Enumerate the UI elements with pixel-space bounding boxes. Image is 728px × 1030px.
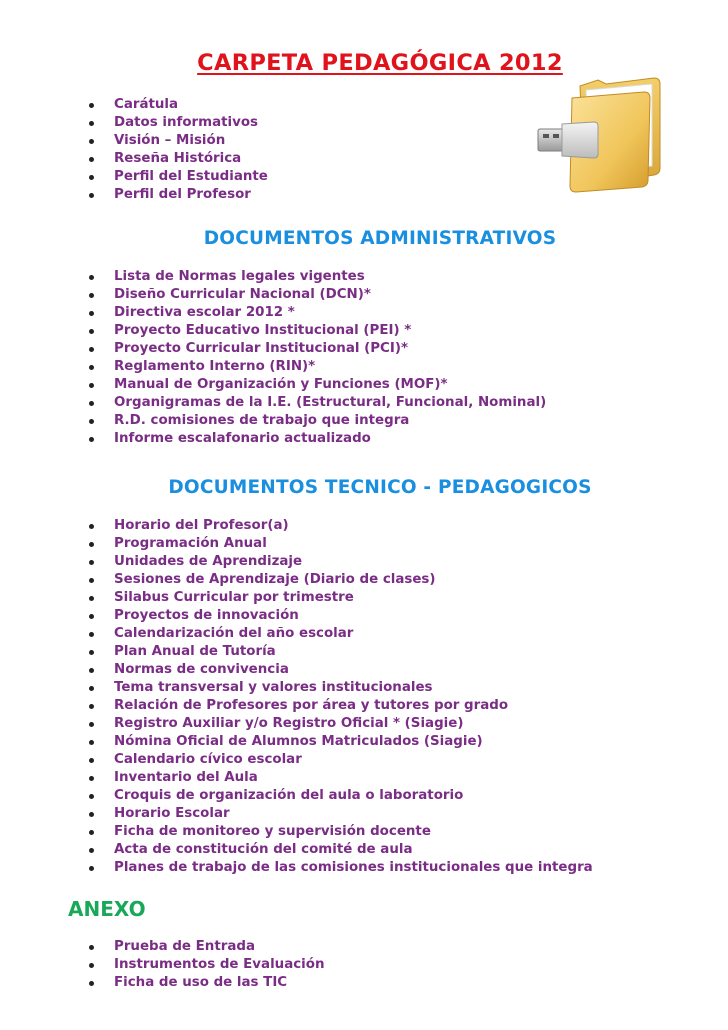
list-item: Ficha de monitoreo y supervisión docente [0,823,593,841]
list-item: Unidades de Aprendizaje [0,553,593,571]
list-item: Diseño Curricular Nacional (DCN)* [0,286,546,304]
list-item: Prueba de Entrada [0,938,324,956]
list-item: Tema transversal y valores institucionales [0,679,593,697]
list-item: Programación Anual [0,535,593,553]
list-item: Directiva escolar 2012 * [0,304,546,322]
list-item: Carátula [0,96,268,114]
list-item: Calendarización del año escolar [0,625,593,643]
usb-folder-icon [536,76,664,194]
list-item: Lista de Normas legales vigentes [0,268,546,286]
section-heading-tecnico-pedagogicos: DOCUMENTOS TECNICO - PEDAGOGICOS [168,477,592,498]
section-heading-anexo: ANEXO [68,897,146,921]
list-item: Plan Anual de Tutoría [0,643,593,661]
list-item: Relación de Profesores por área y tutores por grado [0,697,593,715]
list-item: Ficha de uso de las TIC [0,974,324,992]
list-item: Datos informativos [0,114,268,132]
admin-list [0,268,546,448]
section-heading-administrativos: DOCUMENTOS ADMINISTRATIVOS [203,228,557,249]
list-item: Normas de convivencia [0,661,593,679]
list-item: Nómina Oficial de Alumnos Matriculados (Siagie) [0,733,593,751]
tecnico-list [0,517,593,877]
list-item: Informe escalafonario actualizado [0,430,546,448]
list-item: R.D. comisiones de trabajo que integra [0,412,546,430]
list-item: Horario del Profesor(a) [0,517,593,535]
list-item: Planes de trabajo de las comisiones institucionales que integra [0,859,593,877]
list-item: Manual de Organización y Funciones (MOF)* [0,376,546,394]
list-item: Proyecto Educativo Institucional (PEI) * [0,322,546,340]
list-item: Reglamento Interno (RIN)* [0,358,546,376]
list-item: Perfil del Estudiante [0,168,268,186]
list-item: Calendario cívico escolar [0,751,593,769]
list-item: Visión – Misión [0,132,268,150]
list-item: Acta de constitución del comité de aula [0,841,593,859]
list-item: Proyecto Curricular Institucional (PCI)* [0,340,546,358]
list-item: Organigramas de la I.E. (Estructural, Funcional, Nominal) [0,394,546,412]
list-item: Perfil del Profesor [0,186,268,204]
list-item: Silabus Curricular por trimestre [0,589,593,607]
list-item: Proyectos de innovación [0,607,593,625]
list-item: Instrumentos de Evaluación [0,956,324,974]
list-item: Croquis de organización del aula o laboratorio [0,787,593,805]
page-title: CARPETA PEDAGÓGICA 2012 [197,50,563,76]
list-item: Horario Escolar [0,805,593,823]
list-item: Registro Auxiliar y/o Registro Oficial * (Siagie) [0,715,593,733]
list-item: Sesiones de Aprendizaje (Diario de clases) [0,571,593,589]
list-item: Reseña Histórica [0,150,268,168]
anexo-list [0,938,324,992]
intro-list [0,96,268,204]
list-item: Inventario del Aula [0,769,593,787]
